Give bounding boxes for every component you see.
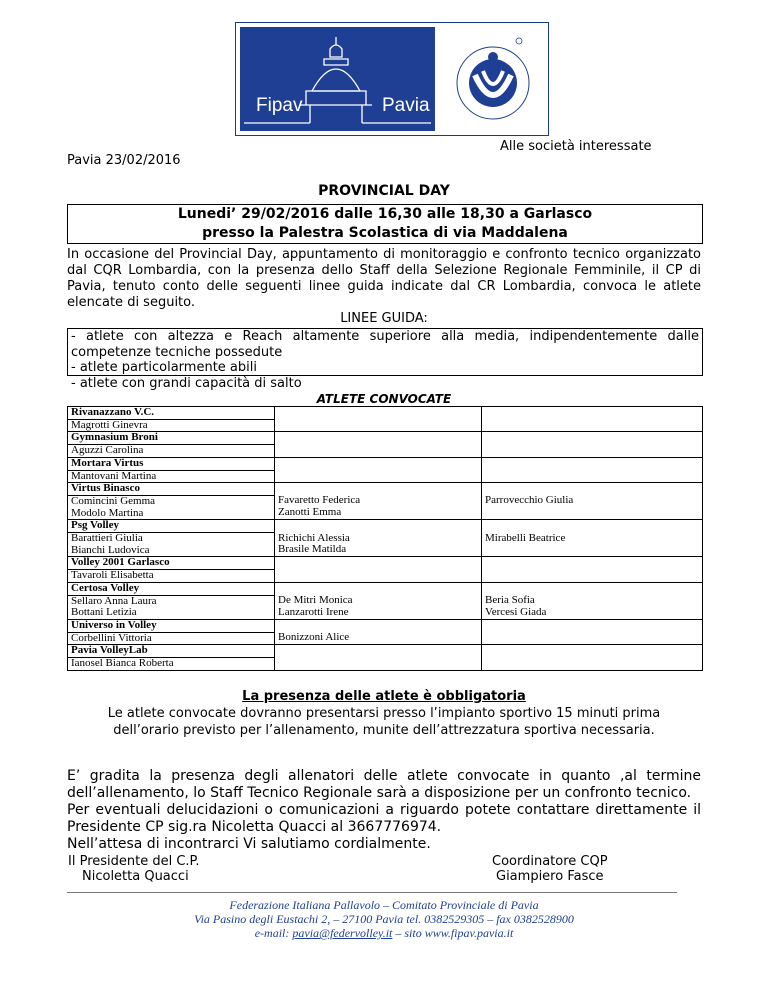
guidelines-box <box>67 328 703 391</box>
event-box <box>67 204 703 244</box>
athletes-cell <box>482 570 703 583</box>
athletes-cell <box>482 595 703 619</box>
coaches-paragraph: E’ gradita la presenza degli allenatori delle atlete convocate in quanto ,al termine dell’allenamento, lo Staff Tecnico Regionale sarà a disposizione per un confronto tecnico. <box>67 768 701 801</box>
athletes-cell <box>68 658 275 671</box>
logo-fipav-text: Fipav <box>256 95 303 116</box>
attendance-mandatory-title <box>0 689 768 704</box>
athletes-cell <box>68 570 275 583</box>
club-name: Certosa Volley <box>68 582 275 595</box>
empty-cell <box>482 619 703 632</box>
guideline-item: - atlete particolarmente abili <box>71 360 257 375</box>
atlete-convocate-title: ATLETE CONVOCATE <box>316 392 452 406</box>
club-name: Rivanazzano V.C. <box>68 407 275 420</box>
athletes-cell <box>275 445 482 458</box>
athletes-cell <box>68 595 275 619</box>
empty-cell <box>275 407 482 420</box>
signature-role: Coordinatore CQP <box>492 854 608 869</box>
athletes-cell <box>275 632 482 645</box>
athlete-name: Richichi Alessia <box>278 531 350 544</box>
club-row <box>68 619 703 632</box>
club-row <box>68 457 703 470</box>
club-row <box>68 582 703 595</box>
document-title: PROVINCIAL DAY <box>318 183 450 199</box>
empty-cell <box>482 407 703 420</box>
athletes-cell <box>482 470 703 483</box>
athlete-name: Beria Sofia <box>485 594 535 607</box>
empty-cell <box>482 432 703 445</box>
athletes-cell <box>68 445 275 458</box>
closing-text <box>67 768 701 853</box>
athlete-name: Corbellini Vittoria <box>71 631 152 644</box>
footer-email-label: e-mail: <box>254 926 293 940</box>
athlete-name: Modolo Martina <box>71 506 144 519</box>
athletes-cell <box>482 419 703 432</box>
athlete-name: Bianchi Ludovica <box>71 543 150 556</box>
fipav-federation-emblem-icon <box>439 27 544 131</box>
club-row <box>68 520 703 533</box>
attendance-line: Le atlete convocate dovranno presentarsi presso l’impianto sportivo 15 minuti prima <box>107 706 661 721</box>
footer-contacts <box>0 926 768 940</box>
athletes-cell <box>275 495 482 519</box>
athletes-cell <box>482 658 703 671</box>
fipav-pavia-logo <box>235 22 549 136</box>
letter-date: Pavia 23/02/2016 <box>67 153 181 168</box>
attendance-mandatory-text: La presenza delle atlete è obbligatoria <box>242 689 526 704</box>
event-location-line: presso la Palestra Scolastica di via Maddalena <box>202 225 568 241</box>
athlete-name: Bonizzoni Alice <box>278 631 350 644</box>
athletes-cell <box>68 470 275 483</box>
athletes-cell <box>68 533 275 557</box>
footer <box>0 898 768 940</box>
athlete-name: Zanotti Emma <box>278 506 342 519</box>
recipient-line: Alle società interessate <box>500 139 652 154</box>
club-row <box>68 483 703 496</box>
footer-address: Via Pasino degli Eustachi 2, – 27100 Pavia tel. 0382529305 – fax 0382528900 <box>194 912 574 926</box>
athletes-cell <box>482 533 703 557</box>
club-name: Virtus Binasco <box>68 483 275 496</box>
athletes-cell <box>482 495 703 519</box>
logo-pavia-text: Pavia <box>382 95 430 116</box>
guidelines-title: LINEE GUIDA: <box>340 311 428 326</box>
guideline-item: - atlete con grandi capacità di salto <box>71 375 302 391</box>
empty-cell <box>482 645 703 658</box>
club-name: Mortara Virtus <box>68 457 275 470</box>
signature-name: Nicoletta Quacci <box>82 869 189 884</box>
club-name: Pavia VolleyLab <box>68 645 275 658</box>
athlete-name: De Mitri Monica <box>278 594 353 607</box>
contact-paragraph: Per eventuali delucidazioni o comunicazioni a riguardo potete contattare direttamente il Presidente CP sig.ra Nicoletta Quacci al 3667776974. <box>67 802 701 835</box>
signature-role: Il Presidente del C.P. <box>68 854 200 869</box>
athletes-cell <box>275 570 482 583</box>
athletes-cell <box>275 533 482 557</box>
club-row <box>68 557 703 570</box>
athletes-cell <box>275 658 482 671</box>
empty-cell <box>275 457 482 470</box>
athletes-cell <box>482 632 703 645</box>
empty-cell <box>482 557 703 570</box>
empty-cell <box>482 457 703 470</box>
athletes-cell <box>68 632 275 645</box>
athlete-name: Favaretto Federica <box>278 494 361 507</box>
club-name: Gymnasium Broni <box>68 432 275 445</box>
attendance-instructions <box>0 705 768 739</box>
empty-cell <box>275 520 482 533</box>
athlete-name: Ianosel Bianca Roberta <box>71 657 174 670</box>
athlete-name: Aguzzi Carolina <box>71 444 144 457</box>
athletes-row <box>68 495 703 519</box>
roster-table <box>67 406 703 671</box>
empty-cell <box>275 432 482 445</box>
athletes-cell <box>68 495 275 519</box>
athletes-row <box>68 632 703 645</box>
footer-email-link[interactable]: pavia@federvolley.it <box>292 926 393 940</box>
athletes-row <box>68 445 703 458</box>
athletes-row <box>68 595 703 619</box>
athletes-row <box>68 658 703 671</box>
guideline-item: competenze tecniche possedute <box>71 344 283 360</box>
signature-coordinator <box>492 854 608 884</box>
empty-cell <box>275 645 482 658</box>
footer-site: – sito www.fipav.pavia.it <box>392 926 514 940</box>
athlete-name: Parrovecchio Giulia <box>485 494 574 507</box>
athletes-row <box>68 470 703 483</box>
signature-name: Giampiero Fasce <box>496 869 604 884</box>
club-row <box>68 432 703 445</box>
athletes-cell <box>275 419 482 432</box>
logo-blue-panel <box>240 27 435 131</box>
empty-cell <box>275 557 482 570</box>
club-row <box>68 645 703 658</box>
athletes-row <box>68 419 703 432</box>
athlete-name: Mirabelli Beatrice <box>485 531 566 544</box>
athletes-cell <box>275 595 482 619</box>
footer-divider <box>67 892 677 893</box>
signature-president <box>68 854 200 884</box>
intro-paragraph: In occasione del Provincial Day, appuntamento di monitoraggio e confronto tecnico organizzato dal CQR Lombardia, con la presenza dello Staff della Selezione Regionale Femminile, il CP di Pavia, tenuto conto delle seguenti linee guida indicate dal CR Lombardia, convoca le atlete elencate di seguito. <box>67 247 701 310</box>
athletes-row <box>68 533 703 557</box>
athlete-name: Barattieri Giulia <box>71 532 143 545</box>
attendance-line: dell’orario previsto per l’allenamento, munite dell’attrezzatura sportiva necessaria. <box>113 723 655 738</box>
greeting-paragraph: Nell’attesa di incontrarci Vi salutiamo cordialmente. <box>67 836 431 852</box>
athlete-name: Vercesi Giada <box>485 605 547 618</box>
athlete-name: Magrotti Ginevra <box>71 418 148 431</box>
club-row <box>68 407 703 420</box>
club-name: Psg Volley <box>68 520 275 533</box>
athlete-name: Bottani Letizia <box>71 606 137 619</box>
club-name: Universo in Volley <box>68 619 275 632</box>
athlete-name: Mantovani Martina <box>71 469 157 482</box>
athlete-name: Sellaro Anna Laura <box>71 594 157 607</box>
athletes-cell <box>68 419 275 432</box>
athlete-name: Tavaroli Elisabetta <box>71 569 154 582</box>
footer-org: Federazione Italiana Pallavolo – Comitato Provinciale di Pavia <box>229 898 539 912</box>
empty-cell <box>482 520 703 533</box>
guideline-item: - atlete con altezza e Reach altamente superiore alla media, indipendentemente dalle <box>71 329 699 344</box>
athletes-row <box>68 570 703 583</box>
athlete-name: Comincini Gemma <box>71 494 156 507</box>
athletes-cell <box>482 445 703 458</box>
athletes-cell <box>275 470 482 483</box>
athlete-name: Brasile Matilda <box>278 543 347 556</box>
event-date-line: Lunedi’ 29/02/2016 dalle 16,30 alle 18,30 a Garlasco <box>177 206 593 222</box>
club-name: Volley 2001 Garlasco <box>68 557 275 570</box>
athlete-name: Lanzarotti Irene <box>278 605 349 618</box>
